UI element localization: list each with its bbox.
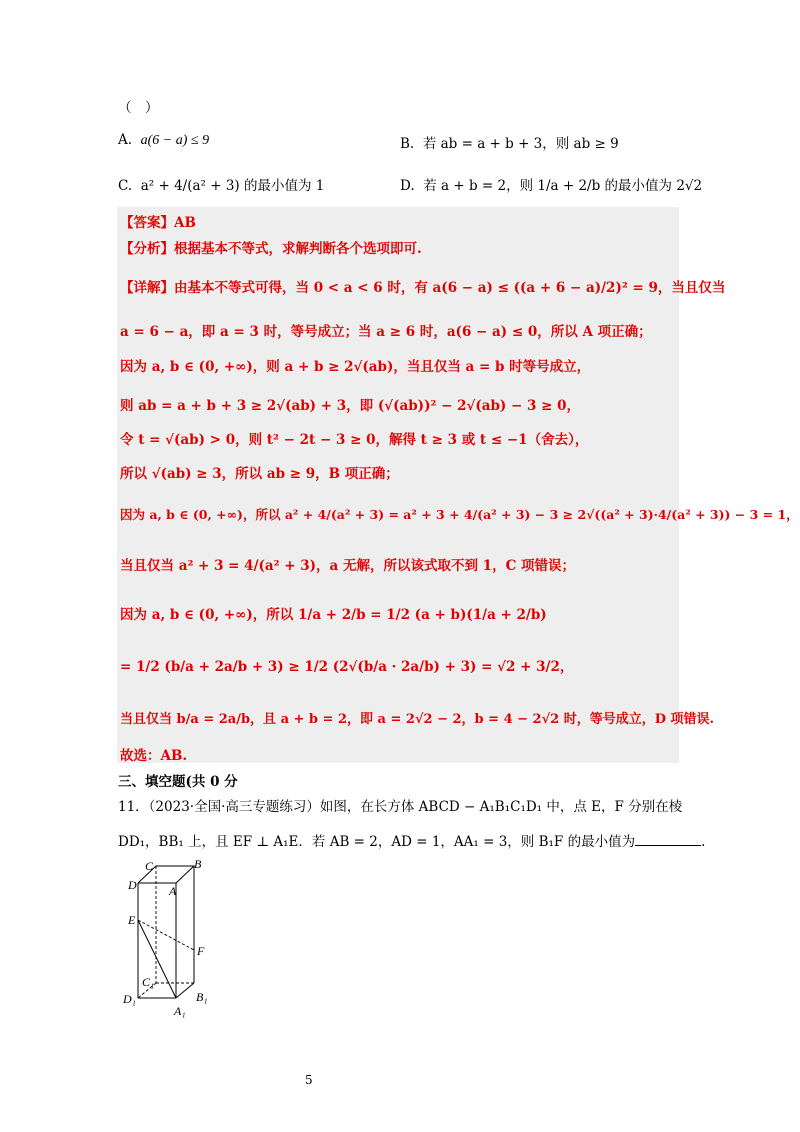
question-11-line-1: 11．（2023·全国·高三专题练习）如图，在长方体 ABCD − A₁B₁C₁D₁ 中，点 E，F 分别在棱 <box>118 799 683 815</box>
label-b: B <box>194 858 202 871</box>
label-a1: A₁ <box>174 1004 186 1018</box>
solution-line-9: 因为 a, b ∈ (0, +∞)，所以 1/a + 2/b = 1/2 (a + b)(1/a + 2/b) <box>120 607 547 623</box>
page-number: 5 <box>305 1073 313 1087</box>
solution-line-7: 因为 a, b ∈ (0, +∞)，所以 a² + 4/(a² + 3) = a² + 3 + 4/(a² + 3) − 3 ≥ 2√((a² + 3)·4/(a² + 3)) − 3 = 1， <box>120 507 799 522</box>
solution-line-3: 因为 a, b ∈ (0, +∞)，则 a + b ≥ 2√(ab)，当且仅当 a = b 时等号成立， <box>120 359 591 375</box>
label-f: F <box>197 944 205 958</box>
answer-bracket: （ ） <box>118 100 159 116</box>
analysis-line: 【分析】根据基本不等式，求解判断各个选项即可. <box>120 241 422 257</box>
solution-line-6: 所以 √(ab) ≥ 3，所以 ab ≥ 9，B 项正确； <box>120 466 399 482</box>
label-d: D <box>128 878 137 892</box>
label-c1: C₁ <box>142 975 155 989</box>
option-c: C. a² + 4/(a² + 3) 的最小值为 1 <box>118 178 325 194</box>
label-a: A <box>169 884 177 898</box>
solution-line-12: 故选：AB. <box>120 748 188 764</box>
segment-ef <box>138 920 194 950</box>
solution-line-4: 则 ab = a + b + 3 ≥ 2√(ab) + 3，即 (√(ab))² − 2√(ab) − 3 ≥ 0， <box>120 398 581 414</box>
solution-line-8: 当且仅当 a² + 3 = 4/(a² + 3)，a 无解，所以该式取不到 1，C 项错误； <box>120 558 576 574</box>
solution-line-11: 当且仅当 b/a = 2a/b，且 a + b = 2，即 a = 2√2 − 2，b = 4 − 2√2 时，等号成立，D 项错误. <box>120 712 715 727</box>
label-c: C <box>145 859 154 873</box>
label-e: E <box>128 913 136 927</box>
edge-a1b1 <box>176 983 194 998</box>
question-11-line-2: DD₁，BB₁ 上，且 EF ⊥ A₁E．若 AB = 2，AD = 1，AA₁ = 3，则 B₁F 的最小值为 . <box>118 834 706 850</box>
label-d1: D₁ <box>123 992 136 1006</box>
solution-line-2: a = 6 − a，即 a = 3 时，等号成立；当 a ≥ 6 时，a(6 − a) ≤ 0，所以 A 项正确； <box>120 324 652 340</box>
option-d: D. 若 a + b = 2，则 1/a + 2/b 的最小值为 2√2 <box>400 178 703 194</box>
cuboid-figure <box>118 858 228 1028</box>
label-b1: B₁ <box>196 990 208 1004</box>
solution-line-10: = 1/2 (b/a + 2a/b + 3) ≥ 1/2 (2√(b/a · 2a/b) + 3) = √2 + 3/2， <box>120 659 574 675</box>
answer-line: 【答案】AB <box>120 215 196 231</box>
option-a: A. a(6 − a) ≤ 9 <box>118 132 210 148</box>
answer-blank <box>635 833 701 846</box>
solution-line-1: 【详解】由基本不等式可得，当 0 < a < 6 时，有 a(6 − a) ≤ ((a + 6 − a)/2)² = 9，当且仅当 <box>120 280 726 296</box>
solution-line-5: 令 t = √(ab) > 0，则 t² − 2t − 3 ≥ 0，解得 t ≥ 3 或 t ≤ −1（舍去）， <box>120 432 589 448</box>
section-title: 三、填空题(共 0 分 <box>118 774 238 790</box>
option-b: B. 若 ab = a + b + 3，则 ab ≥ 9 <box>400 136 619 152</box>
